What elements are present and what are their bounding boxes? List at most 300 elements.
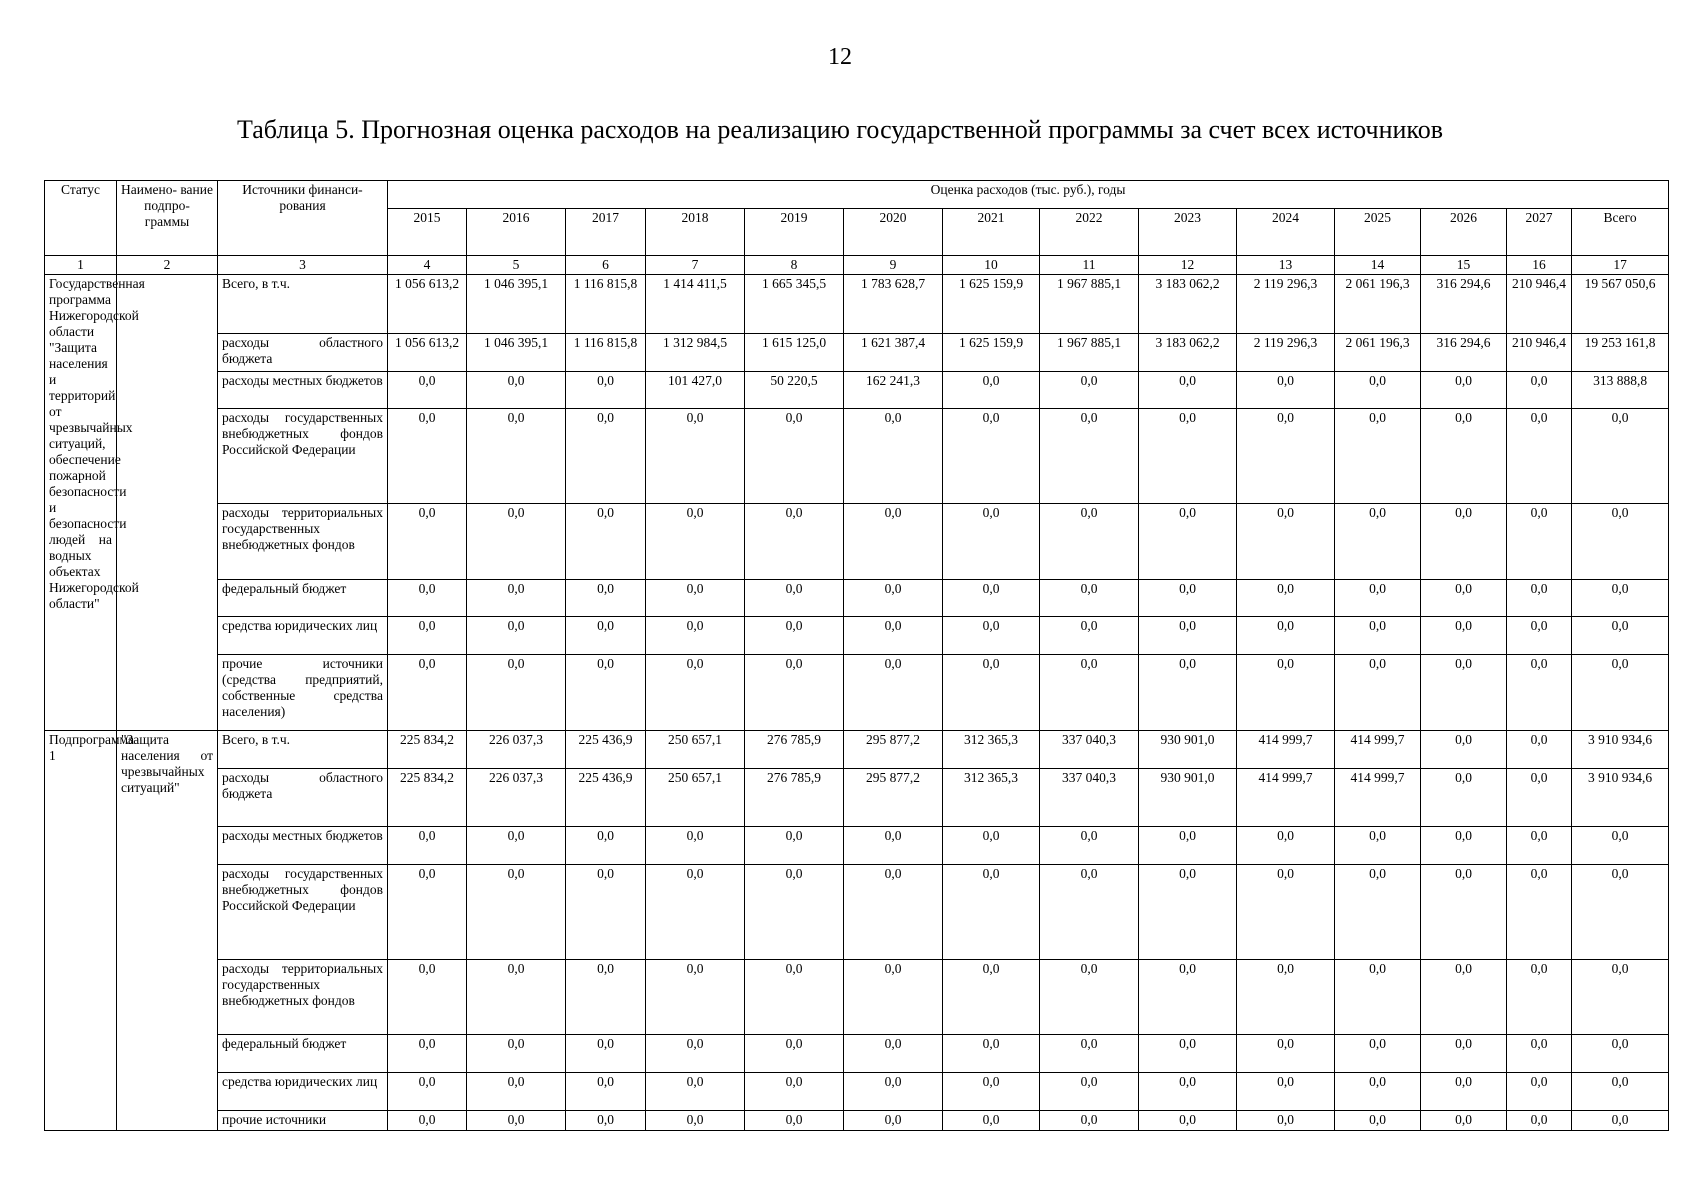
row-value: 0,0: [1237, 1035, 1335, 1073]
row-value: 0,0: [646, 579, 745, 617]
row-value: 0,0: [467, 1073, 566, 1111]
row-value: 0,0: [1507, 827, 1572, 865]
row-value: 1 116 815,8: [566, 333, 646, 371]
column-number: 16: [1507, 256, 1572, 275]
row-value: 226 037,3: [467, 768, 566, 827]
row-value: 0,0: [745, 655, 844, 731]
row-value: 414 999,7: [1335, 768, 1421, 827]
table-row: [45, 333, 1669, 371]
row-value: 0,0: [388, 503, 467, 579]
column-number: 11: [1040, 256, 1139, 275]
row-value: 0,0: [943, 1073, 1040, 1111]
row-value: 50 220,5: [745, 371, 844, 409]
row-value: 0,0: [1421, 959, 1507, 1035]
row-value: 0,0: [1139, 409, 1237, 504]
row-value: 0,0: [1237, 865, 1335, 960]
row-value: 0,0: [1139, 655, 1237, 731]
row-value: 0,0: [1421, 579, 1507, 617]
row-status: Подпрограмма 1: [45, 730, 117, 1130]
row-value: 0,0: [745, 865, 844, 960]
header-year: 2025: [1335, 209, 1421, 256]
row-value: 0,0: [467, 371, 566, 409]
row-value: 0,0: [1421, 617, 1507, 655]
row-value: 0,0: [467, 827, 566, 865]
row-value: 0,0: [646, 1035, 745, 1073]
row-value: 225 834,2: [388, 768, 467, 827]
row-value: 0,0: [1139, 959, 1237, 1035]
column-number: 10: [943, 256, 1040, 275]
row-value: 226 037,3: [467, 730, 566, 768]
header-estimate: Оценка расходов (тыс. руб.), годы: [388, 181, 1669, 209]
row-value: 0,0: [1572, 409, 1669, 504]
row-value: 250 657,1: [646, 730, 745, 768]
row-value: 0,0: [943, 617, 1040, 655]
row-value: 2 119 296,3: [1237, 275, 1335, 334]
table-row: [45, 1073, 1669, 1111]
row-value: 0,0: [844, 1110, 943, 1130]
row-value: 0,0: [467, 617, 566, 655]
row-value: 0,0: [943, 1110, 1040, 1130]
row-value: 316 294,6: [1421, 333, 1507, 371]
row-value: 0,0: [1139, 371, 1237, 409]
row-value: 0,0: [1335, 655, 1421, 731]
row-value: 0,0: [1335, 1073, 1421, 1111]
row-value: 337 040,3: [1040, 768, 1139, 827]
row-value: 0,0: [646, 827, 745, 865]
row-value: 0,0: [1040, 579, 1139, 617]
row-value: 0,0: [388, 1035, 467, 1073]
row-value: 1 312 984,5: [646, 333, 745, 371]
row-value: 0,0: [943, 409, 1040, 504]
column-number: 3: [218, 256, 388, 275]
row-value: 0,0: [1335, 1035, 1421, 1073]
row-value: 0,0: [467, 503, 566, 579]
column-number: 8: [745, 256, 844, 275]
row-source: расходы территориальных государственных внебюджетных фондов: [218, 959, 388, 1035]
row-value: 0,0: [1421, 409, 1507, 504]
row-source: Всего, в т.ч.: [218, 275, 388, 334]
row-value: 1 625 159,9: [943, 275, 1040, 334]
row-value: 0,0: [1572, 579, 1669, 617]
header-year: 2022: [1040, 209, 1139, 256]
header-year: 2021: [943, 209, 1040, 256]
row-value: 0,0: [1040, 655, 1139, 731]
column-number: 9: [844, 256, 943, 275]
row-value: 0,0: [745, 1073, 844, 1111]
row-value: 2 061 196,3: [1335, 333, 1421, 371]
row-value: 0,0: [1507, 409, 1572, 504]
row-value: 0,0: [1572, 617, 1669, 655]
column-number: 6: [566, 256, 646, 275]
row-value: 0,0: [1040, 371, 1139, 409]
row-value: 0,0: [745, 503, 844, 579]
row-value: 0,0: [646, 959, 745, 1035]
row-value: 0,0: [388, 579, 467, 617]
row-source: прочие источники (средства предприятий, собственные средства населения): [218, 655, 388, 731]
row-value: 0,0: [566, 1035, 646, 1073]
row-value: 1 116 815,8: [566, 275, 646, 334]
row-value: 1 056 613,2: [388, 275, 467, 334]
row-value: 0,0: [1237, 655, 1335, 731]
header-year: 2019: [745, 209, 844, 256]
row-value: 0,0: [388, 655, 467, 731]
column-number: 14: [1335, 256, 1421, 275]
row-value: 0,0: [1572, 865, 1669, 960]
row-value: 19 253 161,8: [1572, 333, 1669, 371]
row-value: 3 910 934,6: [1572, 768, 1669, 827]
row-value: 0,0: [1335, 371, 1421, 409]
row-value: 0,0: [943, 1035, 1040, 1073]
row-value: 0,0: [1421, 1073, 1507, 1111]
header-year: 2017: [566, 209, 646, 256]
row-value: 1 414 411,5: [646, 275, 745, 334]
row-value: 0,0: [1040, 827, 1139, 865]
row-value: 0,0: [1572, 1110, 1669, 1130]
table-row: [45, 827, 1669, 865]
row-value: 0,0: [388, 1073, 467, 1111]
row-value: 0,0: [646, 1073, 745, 1111]
row-value: 0,0: [1572, 503, 1669, 579]
row-value: 0,0: [745, 617, 844, 655]
row-value: 0,0: [388, 371, 467, 409]
row-value: 295 877,2: [844, 768, 943, 827]
column-number: 4: [388, 256, 467, 275]
row-value: 0,0: [745, 827, 844, 865]
row-value: 1 967 885,1: [1040, 275, 1139, 334]
row-value: 0,0: [566, 579, 646, 617]
budget-table-container: [44, 180, 1668, 1131]
row-value: 19 567 050,6: [1572, 275, 1669, 334]
row-value: 0,0: [943, 865, 1040, 960]
header-year: 2016: [467, 209, 566, 256]
row-value: 316 294,6: [1421, 275, 1507, 334]
row-value: 0,0: [1237, 1073, 1335, 1111]
row-source: федеральный бюджет: [218, 1035, 388, 1073]
row-value: 0,0: [844, 865, 943, 960]
table-row: [45, 959, 1669, 1035]
header-year: 2018: [646, 209, 745, 256]
row-source: расходы территориальных государственных внебюджетных фондов: [218, 503, 388, 579]
row-value: 0,0: [1040, 1035, 1139, 1073]
row-value: 0,0: [646, 503, 745, 579]
row-value: 0,0: [566, 827, 646, 865]
row-value: 0,0: [1421, 503, 1507, 579]
row-value: 0,0: [1507, 655, 1572, 731]
row-value: 0,0: [1421, 827, 1507, 865]
table-row: [45, 768, 1669, 827]
header-year: 2015: [388, 209, 467, 256]
row-value: 0,0: [467, 1110, 566, 1130]
row-value: 0,0: [1237, 579, 1335, 617]
row-value: 0,0: [1507, 579, 1572, 617]
row-source: расходы областного бюджета: [218, 768, 388, 827]
row-value: 1 665 345,5: [745, 275, 844, 334]
row-value: 276 785,9: [745, 768, 844, 827]
column-number: 2: [117, 256, 218, 275]
row-value: 0,0: [844, 655, 943, 731]
row-value: 0,0: [1335, 865, 1421, 960]
row-value: 250 657,1: [646, 768, 745, 827]
row-value: 2 119 296,3: [1237, 333, 1335, 371]
header-sources: Источники финанси- рования: [218, 181, 388, 256]
row-value: 312 365,3: [943, 768, 1040, 827]
row-value: 3 910 934,6: [1572, 730, 1669, 768]
row-value: 0,0: [1507, 1035, 1572, 1073]
row-value: 0,0: [1237, 617, 1335, 655]
row-value: 0,0: [745, 959, 844, 1035]
row-source: средства юридических лиц: [218, 1073, 388, 1111]
header-year: 2024: [1237, 209, 1335, 256]
row-value: 225 436,9: [566, 768, 646, 827]
row-value: 3 183 062,2: [1139, 333, 1237, 371]
row-value: 0,0: [388, 409, 467, 504]
row-value: 0,0: [1421, 768, 1507, 827]
row-value: 0,0: [943, 579, 1040, 617]
row-value: 0,0: [745, 579, 844, 617]
row-value: 0,0: [1237, 371, 1335, 409]
row-value: 0,0: [943, 827, 1040, 865]
row-value: 0,0: [1237, 959, 1335, 1035]
row-value: 0,0: [1572, 1073, 1669, 1111]
row-value: 0,0: [1421, 730, 1507, 768]
row-value: 0,0: [388, 865, 467, 960]
row-value: 0,0: [1139, 865, 1237, 960]
row-value: 0,0: [1572, 959, 1669, 1035]
row-value: 0,0: [1421, 371, 1507, 409]
row-value: 0,0: [1572, 655, 1669, 731]
row-value: 162 241,3: [844, 371, 943, 409]
row-source: средства юридических лиц: [218, 617, 388, 655]
column-number: 1: [45, 256, 117, 275]
column-number: 15: [1421, 256, 1507, 275]
row-value: 0,0: [646, 655, 745, 731]
row-value: 0,0: [844, 503, 943, 579]
row-value: 0,0: [745, 1035, 844, 1073]
table-row: [45, 371, 1669, 409]
row-value: 0,0: [844, 1073, 943, 1111]
row-source: расходы государственных внебюджетных фондов Российской Федерации: [218, 409, 388, 504]
row-value: 0,0: [1237, 409, 1335, 504]
row-value: 1 621 387,4: [844, 333, 943, 371]
row-value: 225 436,9: [566, 730, 646, 768]
row-value: 1 625 159,9: [943, 333, 1040, 371]
row-value: 0,0: [566, 409, 646, 504]
row-value: 0,0: [1040, 1073, 1139, 1111]
row-value: 312 365,3: [943, 730, 1040, 768]
row-value: 101 427,0: [646, 371, 745, 409]
table-row: [45, 503, 1669, 579]
row-value: 1 615 125,0: [745, 333, 844, 371]
table-row: [45, 730, 1669, 768]
row-value: 930 901,0: [1139, 768, 1237, 827]
header-year: 2020: [844, 209, 943, 256]
row-value: 0,0: [388, 617, 467, 655]
row-value: 0,0: [1139, 617, 1237, 655]
row-subprogram-name: "Защита населения от чрезвычайных ситуаций": [117, 730, 218, 1130]
row-value: 0,0: [1572, 827, 1669, 865]
row-source: расходы местных бюджетов: [218, 827, 388, 865]
row-value: 0,0: [1040, 959, 1139, 1035]
row-value: 0,0: [1335, 579, 1421, 617]
row-value: 0,0: [1139, 579, 1237, 617]
row-value: 0,0: [1335, 503, 1421, 579]
row-value: 0,0: [646, 865, 745, 960]
row-value: 0,0: [646, 1110, 745, 1130]
row-value: 0,0: [1421, 655, 1507, 731]
row-value: 0,0: [1040, 409, 1139, 504]
row-value: 0,0: [1507, 503, 1572, 579]
table-row: [45, 579, 1669, 617]
row-value: 0,0: [467, 409, 566, 504]
row-value: 0,0: [467, 1035, 566, 1073]
row-value: 0,0: [844, 959, 943, 1035]
row-value: 0,0: [943, 959, 1040, 1035]
row-value: 0,0: [566, 617, 646, 655]
row-value: 0,0: [1335, 959, 1421, 1035]
budget-table: [44, 180, 1669, 1131]
row-value: 0,0: [844, 579, 943, 617]
row-value: 0,0: [1507, 617, 1572, 655]
row-value: 0,0: [1040, 503, 1139, 579]
table-title: Таблица 5. Прогнозная оценка расходов на реализацию государственной программы за счет всех источников: [237, 115, 1443, 144]
row-value: 1 046 395,1: [467, 275, 566, 334]
row-value: 0,0: [1335, 617, 1421, 655]
row-value: 0,0: [943, 503, 1040, 579]
row-value: 210 946,4: [1507, 333, 1572, 371]
row-value: 0,0: [745, 1110, 844, 1130]
row-value: 0,0: [1139, 1073, 1237, 1111]
header-year: 2023: [1139, 209, 1237, 256]
table-row: [45, 617, 1669, 655]
header-status: Статус: [45, 181, 117, 256]
row-value: 0,0: [646, 409, 745, 504]
row-value: 0,0: [1139, 1110, 1237, 1130]
row-value: 276 785,9: [745, 730, 844, 768]
row-value: 0,0: [1139, 827, 1237, 865]
row-value: 930 901,0: [1139, 730, 1237, 768]
row-value: 0,0: [844, 617, 943, 655]
row-value: 210 946,4: [1507, 275, 1572, 334]
column-number: 7: [646, 256, 745, 275]
table-header: [45, 181, 1669, 275]
table-body: [45, 275, 1669, 1131]
row-value: 1 783 628,7: [844, 275, 943, 334]
row-value: 0,0: [566, 655, 646, 731]
row-value: 0,0: [467, 959, 566, 1035]
row-value: 313 888,8: [1572, 371, 1669, 409]
row-value: 0,0: [844, 1035, 943, 1073]
row-value: 0,0: [467, 655, 566, 731]
row-value: 0,0: [1335, 1110, 1421, 1130]
table-row: [45, 865, 1669, 960]
row-value: 0,0: [566, 959, 646, 1035]
row-value: 0,0: [1421, 1110, 1507, 1130]
row-value: 0,0: [1572, 1035, 1669, 1073]
row-value: 0,0: [388, 1110, 467, 1130]
row-value: 0,0: [646, 617, 745, 655]
row-value: 0,0: [844, 409, 943, 504]
row-value: 0,0: [1040, 617, 1139, 655]
row-value: 414 999,7: [1237, 730, 1335, 768]
row-value: 3 183 062,2: [1139, 275, 1237, 334]
row-value: 1 046 395,1: [467, 333, 566, 371]
row-value: 0,0: [1237, 503, 1335, 579]
header-subprogram-name: Наимено- вание подпро- граммы: [117, 181, 218, 256]
row-value: 2 061 196,3: [1335, 275, 1421, 334]
row-value: 0,0: [844, 827, 943, 865]
table-row: [45, 655, 1669, 731]
row-value: 0,0: [1507, 865, 1572, 960]
row-value: 337 040,3: [1040, 730, 1139, 768]
header-year: 2027: [1507, 209, 1572, 256]
row-status: Государственная программа Нижегородской области "Защита населения и территорий от чрезвычайных ситуаций, обеспечение пожарной безопасности и безопасности людей на водных объектах Нижегородской области": [45, 275, 117, 731]
row-value: 0,0: [1335, 409, 1421, 504]
row-value: 414 999,7: [1237, 768, 1335, 827]
row-value: 0,0: [1421, 865, 1507, 960]
column-number: 5: [467, 256, 566, 275]
row-source: расходы государственных внебюджетных фондов Российской Федерации: [218, 865, 388, 960]
row-source: расходы областного бюджета: [218, 333, 388, 371]
row-value: 0,0: [1507, 959, 1572, 1035]
row-value: 0,0: [1040, 1110, 1139, 1130]
row-value: 0,0: [1237, 1110, 1335, 1130]
row-value: 0,0: [1237, 827, 1335, 865]
row-value: 295 877,2: [844, 730, 943, 768]
row-value: 0,0: [943, 655, 1040, 731]
row-value: 0,0: [1139, 1035, 1237, 1073]
page-number: 12: [828, 44, 852, 70]
row-value: 0,0: [1139, 503, 1237, 579]
column-number: 17: [1572, 256, 1669, 275]
row-source: прочие источники: [218, 1110, 388, 1130]
row-value: 0,0: [566, 1073, 646, 1111]
row-value: 0,0: [566, 503, 646, 579]
row-value: 0,0: [566, 865, 646, 960]
row-value: 0,0: [566, 371, 646, 409]
table-row: [45, 409, 1669, 504]
table-row: [45, 1035, 1669, 1073]
row-source: расходы местных бюджетов: [218, 371, 388, 409]
row-value: 225 834,2: [388, 730, 467, 768]
row-source: Всего, в т.ч.: [218, 730, 388, 768]
row-value: 0,0: [1507, 768, 1572, 827]
header-year: Всего: [1572, 209, 1669, 256]
row-value: 0,0: [467, 579, 566, 617]
row-value: 0,0: [388, 959, 467, 1035]
row-value: 0,0: [1507, 730, 1572, 768]
row-value: 0,0: [1040, 865, 1139, 960]
row-value: 0,0: [1421, 1035, 1507, 1073]
row-source: федеральный бюджет: [218, 579, 388, 617]
table-row: [45, 275, 1669, 334]
row-value: 0,0: [566, 1110, 646, 1130]
row-subprogram-name: [117, 275, 218, 731]
row-value: 0,0: [943, 371, 1040, 409]
column-number: 12: [1139, 256, 1237, 275]
row-value: 0,0: [1507, 1073, 1572, 1111]
column-number: 13: [1237, 256, 1335, 275]
row-value: 0,0: [1507, 371, 1572, 409]
row-value: 1 967 885,1: [1040, 333, 1139, 371]
table-row: [45, 1110, 1669, 1130]
row-value: 0,0: [745, 409, 844, 504]
row-value: 0,0: [1335, 827, 1421, 865]
row-value: 0,0: [388, 827, 467, 865]
row-value: 0,0: [467, 865, 566, 960]
header-year: 2026: [1421, 209, 1507, 256]
row-value: 0,0: [1507, 1110, 1572, 1130]
row-value: 414 999,7: [1335, 730, 1421, 768]
